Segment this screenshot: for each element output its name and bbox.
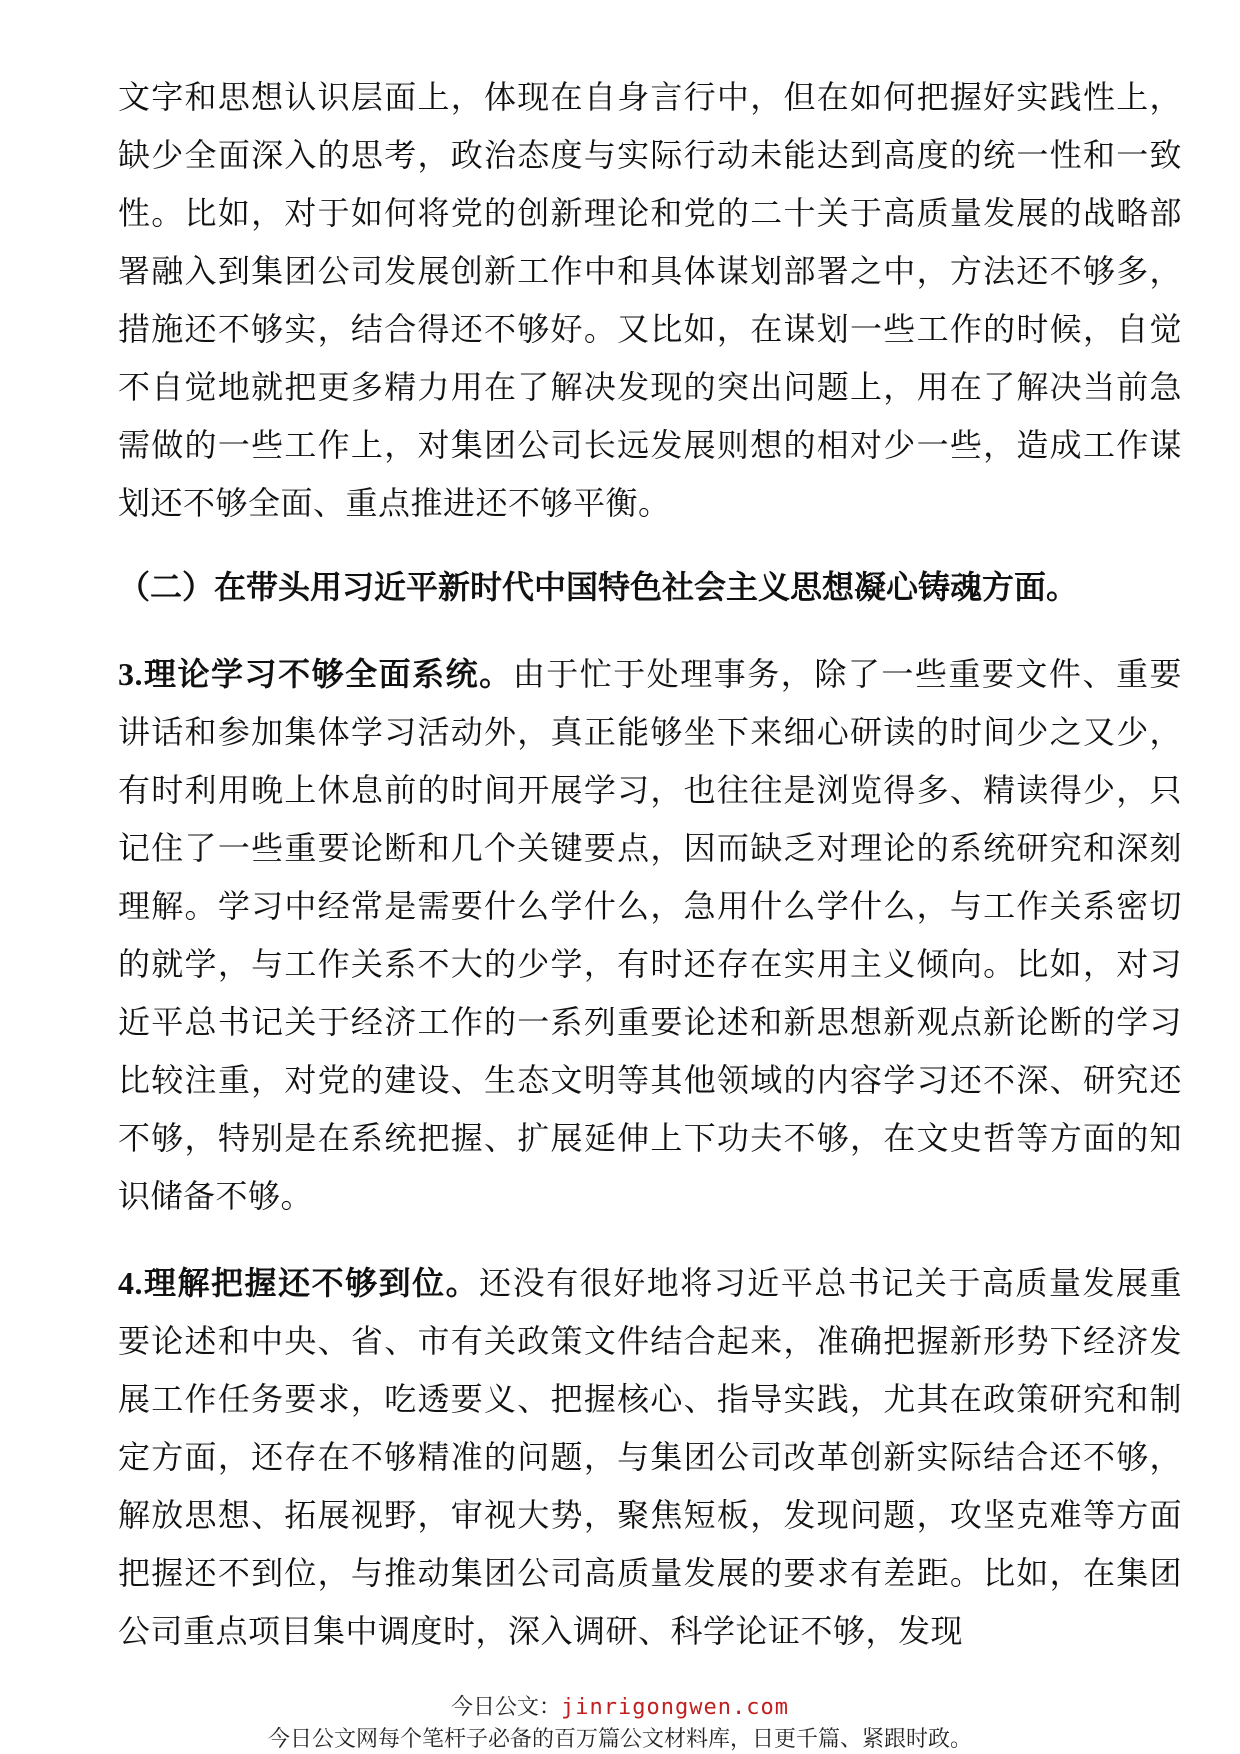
- footer-source: [0, 1690, 1240, 1721]
- item-title: 理解把握还不够到位。: [143, 1264, 480, 1302]
- item-title: 理论学习不够全面系统。: [143, 655, 513, 693]
- item-paragraph-4: [118, 1254, 1182, 1660]
- item-number: 3.: [118, 656, 143, 692]
- section-heading: （二）在带头用习近平新时代中国特色社会主义思想凝心铸魂方面。: [118, 568, 1079, 606]
- footer-site-link[interactable]: jinrigongwen.com: [561, 1695, 789, 1720]
- item-paragraph-3: [118, 645, 1182, 1225]
- body-paragraph: 文字和思想认识层面上，体现在自身言行中，但在如何把握好实践性上，缺少全面深入的思考，政治态度与实际行动未能达到高度的统一性和一致性。比如，对于如何将党的创新理论和党的二十关于高质量发展的战略部署融入到集团公司发展创新工作中和具体谋划部署之中，方法还不够多，措施还不够实，结合得还不够好。又比如，在谋划一些工作的时候，自觉不自觉地就把更多精力用在了解决发现的突出问题上，用在了解决当前急需做的一些工作上，对集团公司长远发展则想的相对少一些，造成工作谋划还不够全面、重点推进还不够平衡。: [118, 78, 1182, 522]
- item-body: 还没有很好地将习近平总书记关于高质量发展重要论述和中央、省、市有关政策文件结合起来，准确把握新形势下经济发展工作任务要求，吃透要义、把握核心、指导实践，尤其在政策研究和制定方面，还存在不够精准的问题，与集团公司改革创新实际结合还不够，解放思想、拓展视野，审视大势，聚焦短板，发现问题，攻坚克难等方面把握还不到位，与推动集团公司高质量发展的要求有差距。比如，在集团公司重点项目集中调度时，深入调研、科学论证不够，发现: [118, 1264, 1182, 1650]
- footer-tagline: 今日公文网每个笔杆子必备的百万篇公文材料库，日更千篇、紧跟时政。: [267, 1727, 972, 1752]
- item-number: 4.: [118, 1265, 143, 1301]
- item-body: 由于忙于处理事务，除了一些重要文件、重要讲话和参加集体学习活动外，真正能够坐下来细心研读的时间少之又少，有时利用晚上休息前的时间开展学习，也往往是浏览得多、精读得少，只记住了一些重要论断和几个关键要点，因而缺乏对理论的系统研究和深刻理解。学习中经常是需要什么学什么，急用什么学什么，与工作关系密切的就学，与工作关系不大的少学，有时还存在实用主义倾向。比如，对习近平总书记关于经济工作的一系列重要论述和新思想新观点新论断的学习比较注重，对党的建设、生态文明等其他领域的内容学习还不深、研究还不够，特别是在系统把握、扩展延伸上下功夫不够，在文史哲等方面的知识储备不够。: [118, 655, 1182, 1215]
- footer-site-label: 今日公文：: [451, 1695, 562, 1720]
